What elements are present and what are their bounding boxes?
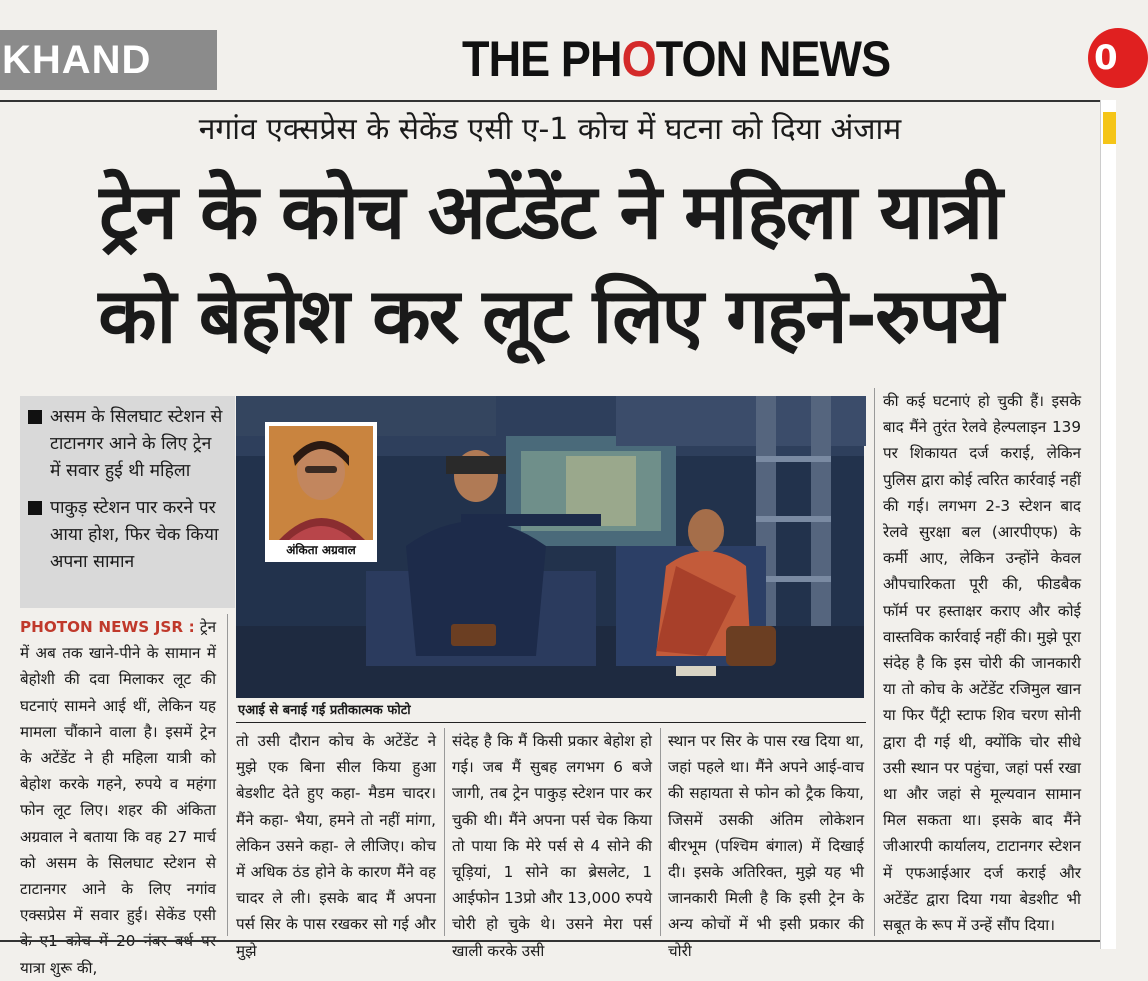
column-divider <box>660 728 661 936</box>
column-3-text: संदेह है कि मैं किसी प्रकार बेहोश हो गई। जब मैं सुबह लगभग 6 बजे जागी, तब ट्रेन पाकुड़ स्टेशन पार कर चुकी थी। मैंने अपना पर्स चेक किया तो पाया कि मेरे पर्स से 4 सोने की चूड़ियां, 1 सोने का ब्रेसलेट, 1 आईफोन 13प्रो और 13,000 रुपये चोरी हो चुके थे। उसने मेरा पर्स खाली करके उसी <box>452 732 652 960</box>
inset-portrait <box>265 422 377 562</box>
column-divider <box>874 388 875 936</box>
square-bullet-icon <box>28 501 42 515</box>
column-5-text: की कई घटनाएं हो चुकी हैं। इसके बाद मैंने तुरंत रेलवे हेल्पलाइन 139 पर शिकायत दर्ज कराई, लेकिन पुलिस द्वारा कोई त्वरित कार्रवाई नहीं की गई। लगभग 2-3 स्टेशन बाद रेलवे सुरक्षा बल (आरपीएफ) के कर्मी आए, लेकिन उन्होंने केवल औपचारिकता पूरी की, फीडबैक फॉर्म पर हस्ताक्षर कराए और कोई वास्तविक कार्रवाई नहीं की। मुझे पूरा संदेह है कि इस चोरी की जानकारी या तो कोच के अटेंडेंट रजिमुल खान या फिर पैंट्री स्टाफ शिव चरण सोनी द्वारा दी गई थी, क्योंकि चोर सीधे उसी स्थान पर पहुंचा, जहां पर्स रखा था और जहां से मूल्यवान सामान मिल सकता था। इसके बाद मैंने जीआरपी कार्यालय, टाटानगर स्टेशन में एफआईआर दर्ज कराई और अटेंडेंट द्वारा दिया गया बेडशीट भी सबूत के रूप में उन्हें सौंप दिया। <box>883 392 1081 935</box>
headline <box>0 160 1100 368</box>
masthead-logo <box>462 24 891 94</box>
column-divider <box>227 614 228 936</box>
photo-caption: एआई से बनाई गई प्रतीकात्मक फोटो <box>236 700 866 723</box>
dateline: PHOTON NEWS JSR : <box>20 618 195 636</box>
column-4-text: स्थान पर सिर के पास रख दिया था, जहां पहले था। मैंने अपने आई-वाच की सहायता से फोन को ट्रैक किया, जिसमें उसकी अंतिम लोकेशन बीरभूम (पश्चिम बंगाल) में दिखाई दी। इसके अतिरिक्त, मुझे यह भी जानकारी मिली है कि इसी ट्रेन के अन्य कोचों में भी इसी प्रकार की चोरी <box>668 732 864 960</box>
headline-line-2: को बेहोश कर लूट लिए गहने-रुपये <box>98 271 1002 360</box>
portrait-photo <box>269 426 373 540</box>
article-column-5 <box>883 388 1081 938</box>
article-column-3 <box>452 728 652 964</box>
top-divider <box>0 100 1100 102</box>
section-tag: KHAND <box>0 30 217 90</box>
article-column-4 <box>668 728 864 964</box>
article-column-1 <box>20 614 216 981</box>
column-1-text: ट्रेन में अब तक खाने-पीने के सामान में बेहोशी की दवा मिलाकर लूट की घटनाएं सामने आई थीं, लेकिन यह मामला चौंकाने वाला है। इसमें ट्रेन के अटेंडेंट ने ही महिला यात्री को बेहोश करके गहने, रुपये व महंगा फोन लूट लिए। शहर की अंकिता अग्रवाल ने बताया कि वह 27 मार्च को असम के सिलघाट स्टेशन से टाटानगर आने के लिए नगांव एक्सप्रेस में सवार हुई। सेकेंड एसी यात्रा शुरू की, <box>20 618 217 977</box>
column-divider <box>444 728 445 936</box>
woman-portrait-illustration <box>269 426 373 540</box>
column-2-text: तो उसी दौरान कोच के अटेंडेंट ने मुझे एक बिना सील किया हुआ बेडशीट देते हुए कहा- मैडम चादर। मैंने कहा- भैया, हमने तो नहीं मांगा, लेकिन उसने कहा- ले लीजिए। कोच में अधिक ठंड होने के कारण मैंने वह चादर ले ली। इसके बाद मैं अपना पर्स सिर के पास रखकर सो गई और मुझे <box>236 732 436 960</box>
page-number-badge: 0 <box>1088 28 1148 88</box>
square-bullet-icon <box>28 410 42 424</box>
article-column-2 <box>236 728 436 964</box>
highlight-text: पाकुड़ स्टेशन पार करने पर आया होश, फिर चेक किया अपना सामान <box>50 498 219 572</box>
portrait-name-label: अंकिता अग्रवाल <box>286 543 356 557</box>
kicker-subheadline: नगांव एक्सप्रेस के सेकेंड एसी ए-1 कोच में घटना को दिया अंजाम <box>198 112 902 147</box>
masthead-logo-o: O <box>621 31 656 87</box>
highlights-box <box>20 396 235 608</box>
adjacent-page-edge <box>1100 100 1116 949</box>
highlight-item <box>28 495 227 576</box>
masthead-part-2: TON NEWS <box>655 31 891 87</box>
headline-line-1: ट्रेन के कोच अटेंडेंट ने महिला यात्री <box>99 167 1001 256</box>
adjacent-page-accent <box>1103 112 1116 144</box>
bottom-divider <box>0 940 1100 942</box>
highlight-text: असम के सिलघाट स्टेशन से टाटानगर आने के लिए ट्रेन में सवार हुई थी महिला <box>50 407 223 481</box>
highlight-item <box>28 404 227 485</box>
masthead-part-1: THE PH <box>462 31 622 87</box>
